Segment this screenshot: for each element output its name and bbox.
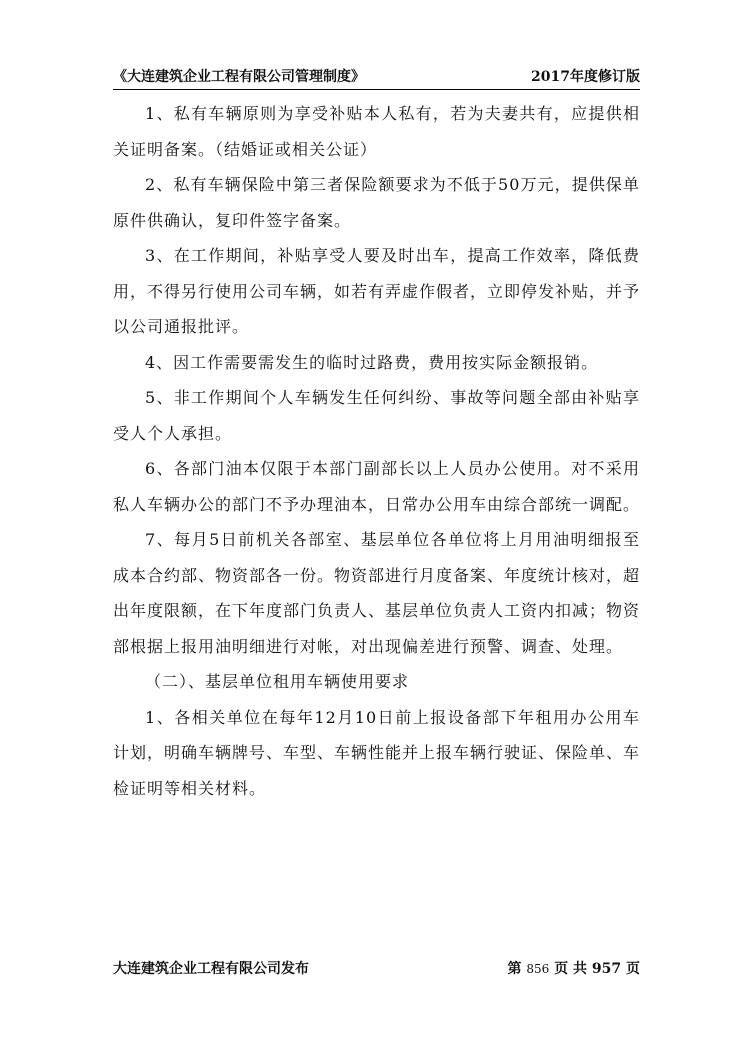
document-title: 《大连建筑企业工程有限公司管理制度》: [113, 69, 365, 85]
paragraph-6: 6、各部门油本仅限于本部门副部长以上人员办公使用。对不采用私人车辆办公的部门不予办理油本，日常办公用车由综合部统一调配。: [113, 459, 641, 514]
document-body: [113, 96, 640, 806]
version-label: 2017年度修订版: [531, 69, 640, 85]
paragraph-3: 3、在工作期间，补贴享受人要及时出车，提高工作效率，降低费用，不得另行使用公司车辆，如若有弄虚作假者，立即停发补贴，并予以公司通报批评。: [113, 246, 641, 336]
page-header: [113, 66, 640, 90]
page-number: [507, 958, 640, 978]
header-divider: [113, 89, 640, 90]
paragraph-7: 7、每月5日前机关各部室、基层单位各单位将上月用油明细报至成本合约部、物资部各一份。物资部进行月度备案、年度统计核对，超出年度限额，在下年度部门负责人、基层单位负责人工资内扣减；物资部根据上报用油明细进行对帐，对出现偏差进行预警、调查、处理。: [113, 530, 641, 656]
section-heading: （二）、基层单位租用车辆使用要求: [145, 672, 410, 691]
paragraph-4: 4、因工作需要需发生的临时过路费，费用按实际金额报销。: [145, 352, 599, 372]
paragraph-8: 1、各相关单位在每年12月10日前上报设备部下年租用办公用车计划，明确车辆牌号、车型、车辆性能并上报车辆行驶证、保险单、车检证明等相关材料。: [113, 707, 641, 798]
page-prefix: 第: [507, 961, 522, 977]
paragraph-1: 1、私有车辆原则为享受补贴本人私有，若为夫妻共有，应提供相关证明备案。（结婚证或相关公证）: [113, 104, 640, 159]
total-pages: 957: [591, 961, 622, 977]
current-page: 856: [526, 962, 550, 976]
paragraph-2: 2、私有车辆保险中第三者保险额要求为不低于50万元，提供保单原件供确认，复印件签字备案。: [113, 175, 640, 230]
paragraph-5: 5、非工作期间个人车辆发生任何纠纷、事故等问题全部由补贴享受人个人承担。: [113, 388, 640, 443]
page-suffix: 页: [626, 961, 640, 977]
page-footer: [113, 958, 640, 980]
publisher-label: 大连建筑企业工程有限公司发布: [113, 961, 309, 977]
page-middle: 页 共: [554, 961, 588, 977]
